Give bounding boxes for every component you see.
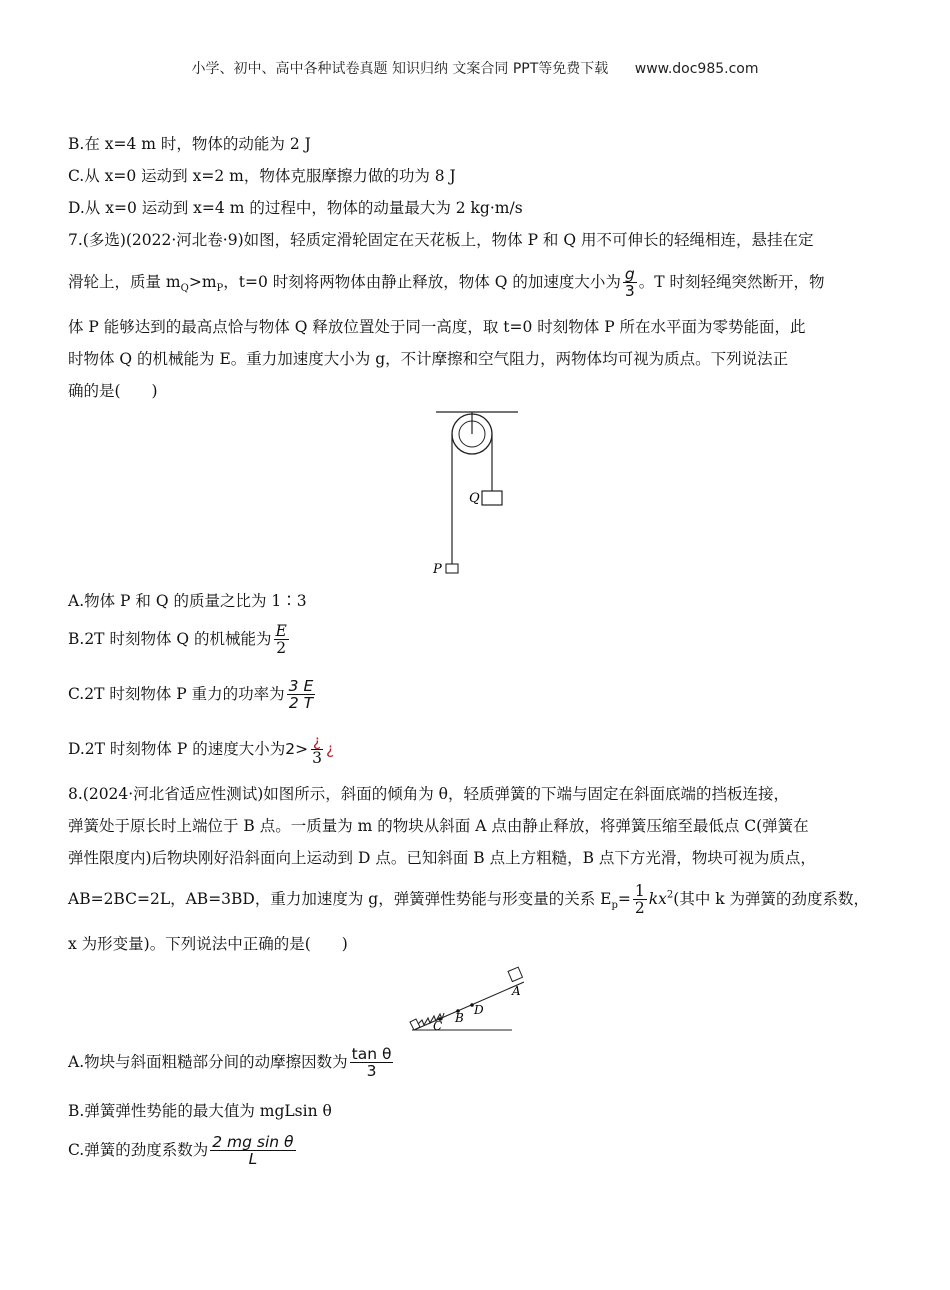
q7-option-b: B.2T 时刻物体 Q 的机械能为 $\frac{E}{2}$ [68,622,287,658]
q6-option-b: B.在 x=4 m 时，物体的动能为 2 J [68,135,311,153]
label-p: P [433,562,442,577]
q6-option-d: D.从 x=0 运动到 x=4 m 的过程中，物体的动量最大为 2 kg·m/s [68,199,523,217]
fraction-k: $\frac{\text{2 mg sin θ}}{L}$ [212,1133,294,1169]
fraction-tan-over-3: $\frac{\text{tan θ}}{3}$ [351,1045,392,1081]
label-d: D [474,1003,484,1017]
q8-option-c: C.弹簧的劲度系数为 $\frac{\text{2 mg sin θ}}{L}$ [68,1133,294,1169]
q8-option-b: B.弹簧弹性势能的最大值为 mgLsin θ [68,1102,332,1120]
q6-option-c: C.从 x=0 运动到 x=2 m，物体克服摩擦力做的功为 8 J [68,167,456,185]
q7-option-c: C.2T 时刻物体 P 重力的功率为 $\frac{3 E}{2 T}$ [68,677,314,713]
header-site[interactable]: www.doc985.com [634,61,759,77]
fraction-broken: $\frac{¿}{3}$ [312,732,322,768]
q8-stem-line2: 弹簧处于原长时上端位于 B 点。一质量为 m 的物块从斜面 A 点由静止释放，将弹簧压缩至最低点 C(弹簧在 [68,817,809,835]
fraction-one-half: $\frac{1}{2}$ [634,882,645,918]
fraction-e-over-2: $\frac{E}{2}$ [275,622,287,658]
label-a: A [512,984,521,998]
q8-stem-line5: x 为形变量)。下列说法中正确的是( ) [68,935,348,953]
label-q: Q [469,491,480,506]
q8-stem-line3: 弹性限度内)后物块刚好沿斜面向上运动到 D 点。已知斜面 B 点上方粗糙，B 点下方光滑，物块可视为质点， [68,849,816,867]
q7-stem-line4: 时物体 Q 的机械能为 E。重力加速度大小为 g，不计摩擦和空气阻力，两物体均可视为质点。下列说法正 [68,350,789,368]
header-text: 小学、初中、高中各种试卷真题 知识归纳 文案合同 PPT等免费下载 [191,61,609,77]
fraction-g-over-3: $\frac{g}{3}$ [624,265,635,301]
q8-stem-line4: AB=2BC=2L，AB=3BD，重力加速度为 g，弹簧弹性势能与形变量的关系 $E_p=$ $\frac{1}{2}$ $kx^2$(其中 k 为弹簧的劲度系数， [68,882,870,918]
page-header [0,58,950,78]
fraction-3e-over-2t: $\frac{3 E}{2 T}$ [288,677,314,713]
label-c: C [433,1019,443,1033]
incline-figure [404,964,524,1038]
q7-stem-line1: 7.(多选)(2022·河北卷·9)如图，轻质定滑轮固定在天花板上，物体 P 和 Q 用不可伸长的轻绳相连，悬挂在定 [68,231,814,249]
block-a [508,967,522,981]
q7-option-a: A.物体 P 和 Q 的质量之比为 1∶3 [68,592,307,610]
q7-stem-line3: 体 P 能够达到的最高点恰与物体 Q 释放位置处于同一高度，取 t=0 时刻物体 P 所在水平面为零势能面，此 [68,318,806,336]
block-q [482,491,502,505]
block-p [446,564,458,573]
pulley-figure [420,404,530,582]
q7-stem-line5: 确的是( ) [68,382,158,400]
q8-option-a: A.物块与斜面粗糙部分间的动摩擦因数为 $\frac{\text{tan θ}}{3}$ [68,1045,392,1081]
q7-stem-line2: 滑轮上，质量 $m_Q>m_P$，t=0 时刻将两物体由静止释放，物体 Q 的加速度大小为 $\frac{g}{3}$ 。T 时刻轻绳突然断开，物 [68,265,825,301]
label-b: B [455,1011,464,1025]
q8-stem-line1: 8.(2024·河北省适应性测试)如图所示，斜面的倾角为 θ，轻质弹簧的下端与固定在斜面底端的挡板连接， [68,785,790,803]
q7-option-d: D.2T 时刻物体 P 的速度大小为2> $\frac{¿}{3}$ ¿ [68,732,335,768]
